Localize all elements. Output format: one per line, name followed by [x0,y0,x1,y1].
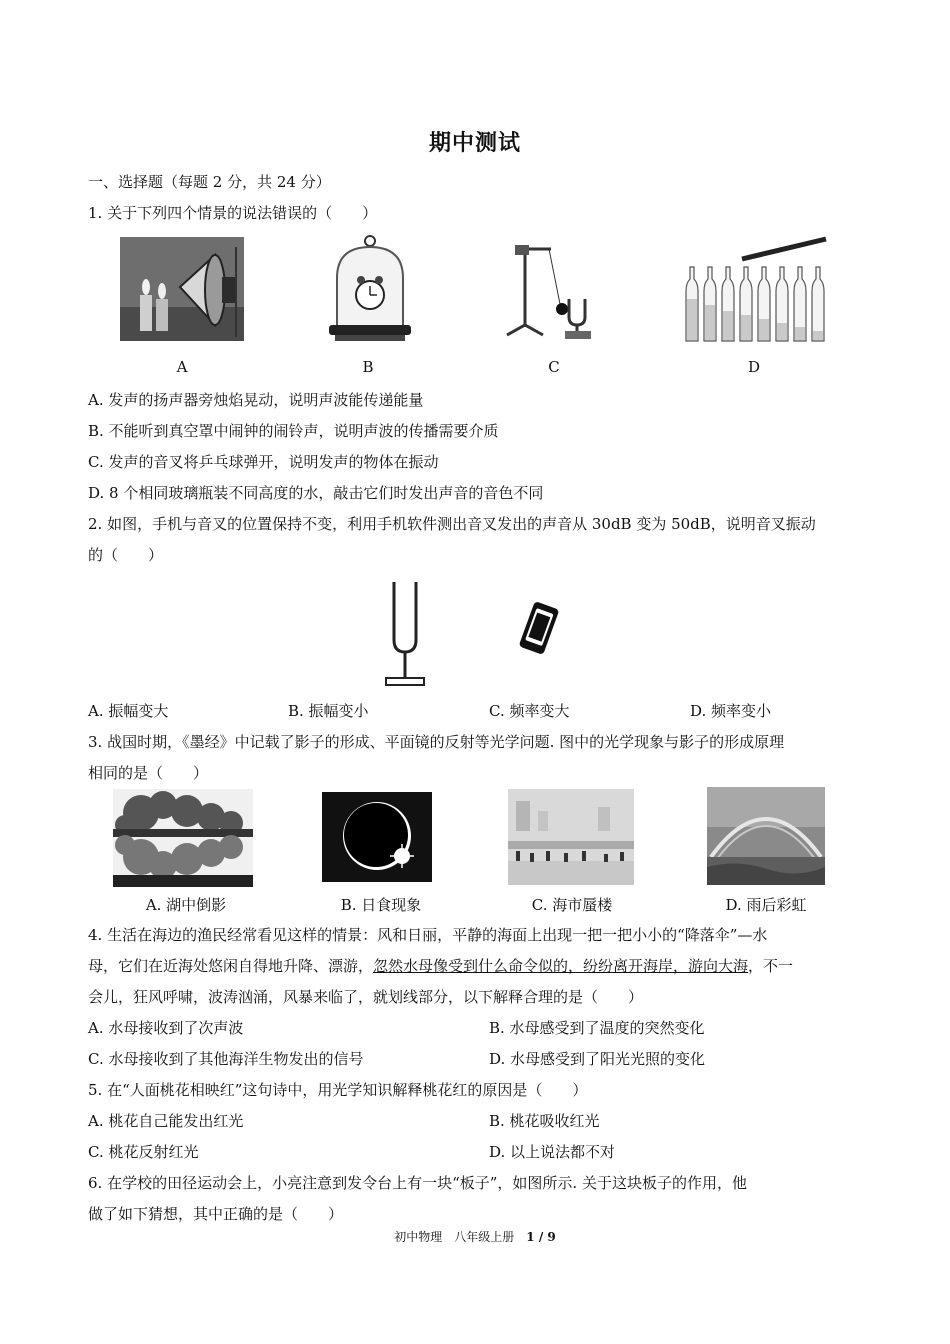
question-1-stem: 1. 关于下列四个情景的说法错误的（ ） [88,204,378,222]
section-heading: 一、选择题（每题 2 分，共 24 分） [88,173,331,191]
tuning-fork-ball-figure [503,237,603,341]
question-4-stem-line1: 4. 生活在海边的渔民经常看见这样的情景：风和日丽，平静的海面上出现一把一把小小的“降落伞”—水 [88,926,768,944]
figure-label-d: D [747,358,761,376]
figure-label-c: C [548,358,560,376]
figure-label-a: A [176,358,188,376]
solar-eclipse-photo [322,792,432,882]
question-6-stem-line1: 6. 在学校的田径运动会上，小亮注意到发令台上有一块“板子”，如图所示. 关于这块板子的作用，他 [88,1174,747,1192]
footer-text: 初中物理 八年级上册 [394,1230,515,1244]
question-2-option-d: D. 频率变小 [690,702,772,720]
question-1-option-a: A. 发声的扬声器旁烛焰晃动，说明声波能传递能量 [88,391,424,409]
page-title: 期中测试 [428,130,521,156]
question-4-text-post: ，不一 [748,957,794,975]
photo-caption-c: C. 海市蜃楼 [531,896,613,914]
question-2-option-c: C. 频率变大 [489,702,570,720]
question-5-stem: 5. 在“人面桃花相映红”这句诗中，用光学知识解释桃花红的原因是（ ） [88,1081,588,1099]
photo-caption-b: B. 日食现象 [340,896,422,914]
question-3-stem-line2: 相同的是（ ） [88,764,209,782]
page-number: 1 / 9 [526,1230,556,1244]
question-5-option-c: C. 桃花反射红光 [88,1143,199,1161]
photo-caption-a: A. 湖中倒影 [145,896,227,914]
tuning-fork-figure [380,578,430,688]
mirage-photo [508,789,634,885]
question-4-stem-line3: 会儿，狂风呼啸，波涛汹涌，风暴来临了，就划线部分，以下解释合理的是（ ） [88,988,644,1006]
question-4-option-b: B. 水母感受到了温度的突然变化 [489,1019,705,1037]
question-1-option-d: D. 8 个相同玻璃瓶装不同高度的水，敲击它们时发出声音的音色不同 [88,484,544,502]
question-2-stem-line1: 2. 如图，手机与音叉的位置保持不变，利用手机软件测出音叉发出的声音从 30dB 变为 50dB，说明音叉振动 [88,515,816,533]
question-2-stem-line2: 的（ ） [88,546,164,564]
figure-label-b: B [362,358,374,376]
question-6-stem-line2: 做了如下猜想，其中正确的是（ ） [88,1205,344,1223]
photo-caption-d: D. 雨后彩虹 [725,896,807,914]
water-bottles-figure [680,233,830,345]
page-footer [0,1228,950,1245]
question-4-stem-line2 [88,956,793,976]
question-4-text-pre: 母，它们在近海处悠闲自得地升降、漂游， [88,957,374,975]
lake-reflection-photo [113,789,253,887]
question-4-option-c: C. 水母接收到了其他海洋生物发出的信号 [88,1050,364,1068]
question-5-option-a: A. 桃花自己能发出红光 [88,1112,244,1130]
question-5-option-d: D. 以上说法都不对 [489,1143,616,1161]
bell-jar-clock-figure [325,233,415,345]
question-2-option-a: A. 振幅变大 [88,702,169,720]
rainbow-photo [707,787,825,885]
question-2-option-b: B. 振幅变小 [288,702,369,720]
question-3-stem-line1: 3. 战国时期，《墨经》中记载了影子的形成、平面镜的反射等光学问题. 图中的光学现象与影子的形成原理 [88,733,785,751]
phone-figure [514,598,564,658]
question-1-option-c: C. 发声的音叉将乒乓球弹开，说明发声的物体在振动 [88,453,439,471]
question-5-option-b: B. 桃花吸收红光 [489,1112,600,1130]
speaker-candle-figure [120,237,244,341]
question-4-option-a: A. 水母接收到了次声波 [88,1019,244,1037]
question-4-underlined-text: 忽然水母像受到什么命令似的，纷纷离开海岸，游向大海 [373,957,749,975]
question-4-option-d: D. 水母感受到了阳光光照的变化 [489,1050,706,1068]
question-1-option-b: B. 不能听到真空罩中闹钟的闹铃声，说明声波的传播需要介质 [88,422,499,440]
